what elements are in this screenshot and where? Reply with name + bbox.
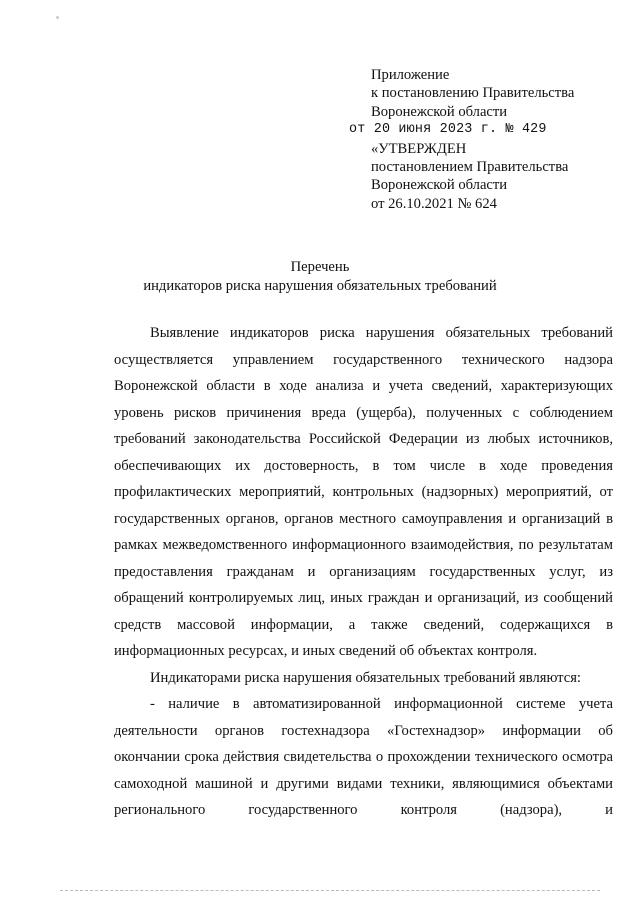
approved-by-resolution: постановлением Правительства <box>371 159 569 176</box>
appendix-label: Приложение <box>371 67 450 83</box>
appendix-resolution-ref: к постановлению Правительства <box>371 85 575 102</box>
approved-date-number: от 26.10.2021 № 624 <box>371 195 497 212</box>
approved-region: Воронежской области <box>371 177 508 194</box>
approved-label: «УТВЕРЖДЕН <box>371 140 467 157</box>
document-body <box>114 320 613 824</box>
paragraph-indicators-intro: Индикаторами риска нарушения обязательных требований являются: <box>150 669 581 686</box>
page-bottom-edge <box>60 890 600 891</box>
paragraph-risk-identification: Выявление индикаторов риска нарушения обязательных требований осуществляется управлением государственного технического надзора Воронежской области в ходе анализа и учета сведений, характеризующих уровень рисков причинения вреда (ущерба), полученных с соблюдением требований законодательства Российской Федерации из любых источников, обеспечивающих их достоверность, в том числе в ходе проведения профилактических мероприятий, контрольных (надзорных) мероприятий, от государственных органов, органов местного самоуправления и организаций в рамках межведомственного информационного взаимодействия, по результатам предоставления гражданам и организациям государственных услуг, из обращений контролируемых лиц, иных граждан и организаций, из сообщений средств массовой информации, а также сведений, содержащихся в информационных ресурсах, и иных сведений об объектах контроля. <box>114 325 613 659</box>
title-line-2: индикаторов риска нарушения обязательных требований <box>143 278 497 294</box>
document-title <box>0 258 640 296</box>
title-line-1: Перечень <box>290 259 350 275</box>
scan-speck <box>56 16 59 19</box>
appendix-header <box>349 66 621 213</box>
appendix-region: Воронежской области <box>371 103 508 120</box>
paragraph-indicator-1: - наличие в автоматизированной информационной системе учета деятельности органов гостехнадзора «Гостехнадзор» информации об окончании срока действия свидетельства о прохождении технического осмотра самоходной машиной и другими видами техники, являющимися объектами регионального государственного контроля (надзора), и <box>114 696 613 818</box>
appendix-date-number: от 20 июня 2023 г. № 429 <box>349 122 547 138</box>
